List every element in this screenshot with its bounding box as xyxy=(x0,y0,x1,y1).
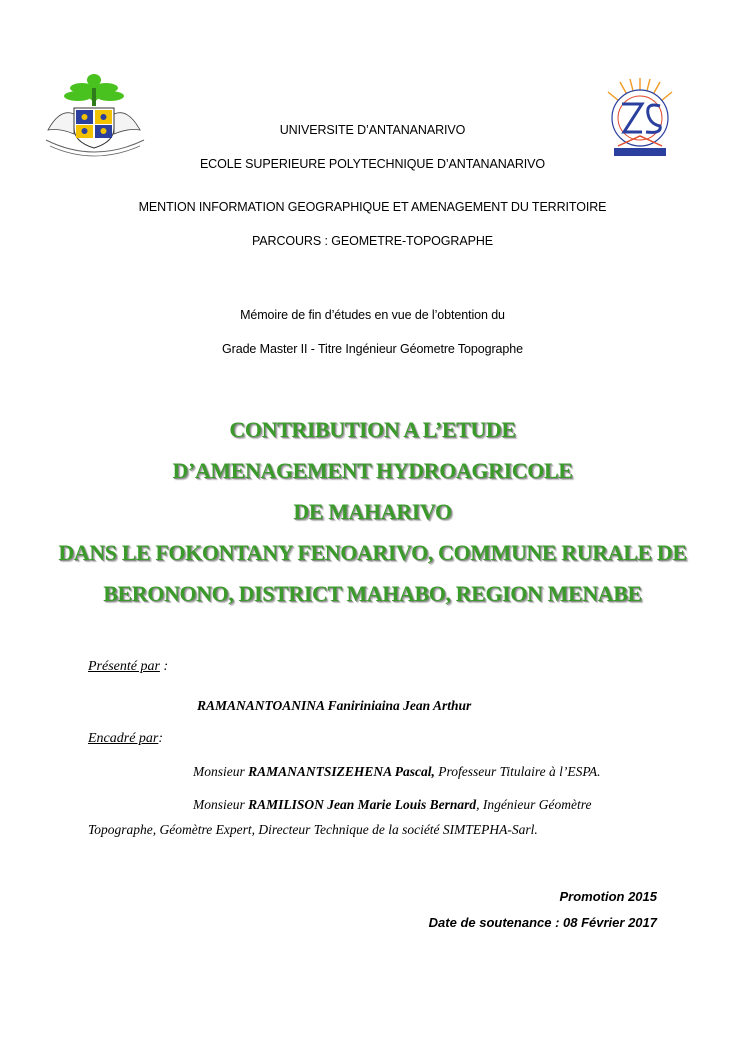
supervisor-1 xyxy=(193,764,601,780)
espa-logo xyxy=(598,74,682,164)
supervisor-2 xyxy=(193,797,592,813)
defense-date: Date de soutenance : 08 Février 2017 xyxy=(428,915,657,930)
supervised-colon: : xyxy=(158,731,164,746)
supervisor-1-role: Professeur Titulaire à l’ESPA. xyxy=(434,764,601,779)
supervisor-2-prefix: Monsieur xyxy=(193,797,249,812)
school-name: ECOLE SUPERIEURE POLYTECHNIQUE D’ANTANANARIVO xyxy=(199,157,546,171)
presented-colon: : xyxy=(159,659,169,674)
university-name: UNIVERSITE D’ANTANANARIVO xyxy=(279,123,466,137)
thesis-title-line-2: D’AMENAGEMENT HYDROAGRICOLE xyxy=(172,458,573,483)
mention-line: MENTION INFORMATION GEOGRAPHIQUE ET AMENAGEMENT DU TERRITOIRE xyxy=(138,200,607,214)
author-name: RAMANANTOANINA Faniriniaina Jean Arthur xyxy=(197,698,472,713)
presented-by-label xyxy=(88,659,168,675)
supervisor-2-name: RAMILISON Jean Marie Louis Bernard xyxy=(248,797,477,812)
thesis-title-line-1: CONTRIBUTION A L’ETUDE xyxy=(229,417,516,442)
espa-emblem-icon xyxy=(598,74,682,164)
supervisor-2-role: , Ingénieur Géomètre xyxy=(476,797,592,812)
supervised-by-label xyxy=(88,731,163,747)
memoire-line-1: Mémoire de fin d’études en vue de l’obtention du xyxy=(240,308,505,322)
supervisor-1-prefix: Monsieur xyxy=(193,764,249,779)
university-crest-icon xyxy=(40,68,150,158)
university-logo xyxy=(40,68,150,158)
supervisor-2-role-continued: Topographe, Géomètre Expert, Directeur Technique de la société SIMTEPHA-Sarl. xyxy=(88,822,538,837)
memoire-line-2: Grade Master II - Titre Ingénieur Géometre Topographe xyxy=(222,342,523,356)
supervisor-1-name: RAMANANTSIZEHENA Pascal, xyxy=(248,764,435,779)
presented-label: Présenté par xyxy=(88,659,160,674)
thesis-title-line-3: DE MAHARIVO xyxy=(293,499,452,524)
parcours-line: PARCOURS : GEOMETRE-TOPOGRAPHE xyxy=(251,234,493,248)
thesis-title-line-5: BERONONO, DISTRICT MAHABO, REGION MENABE xyxy=(103,581,642,606)
supervised-label: Encadré par xyxy=(88,731,159,746)
promotion: Promotion 2015 xyxy=(559,889,657,904)
thesis-title-line-4: DANS LE FOKONTANY FENOARIVO, COMMUNE RURALE DE xyxy=(58,540,687,565)
